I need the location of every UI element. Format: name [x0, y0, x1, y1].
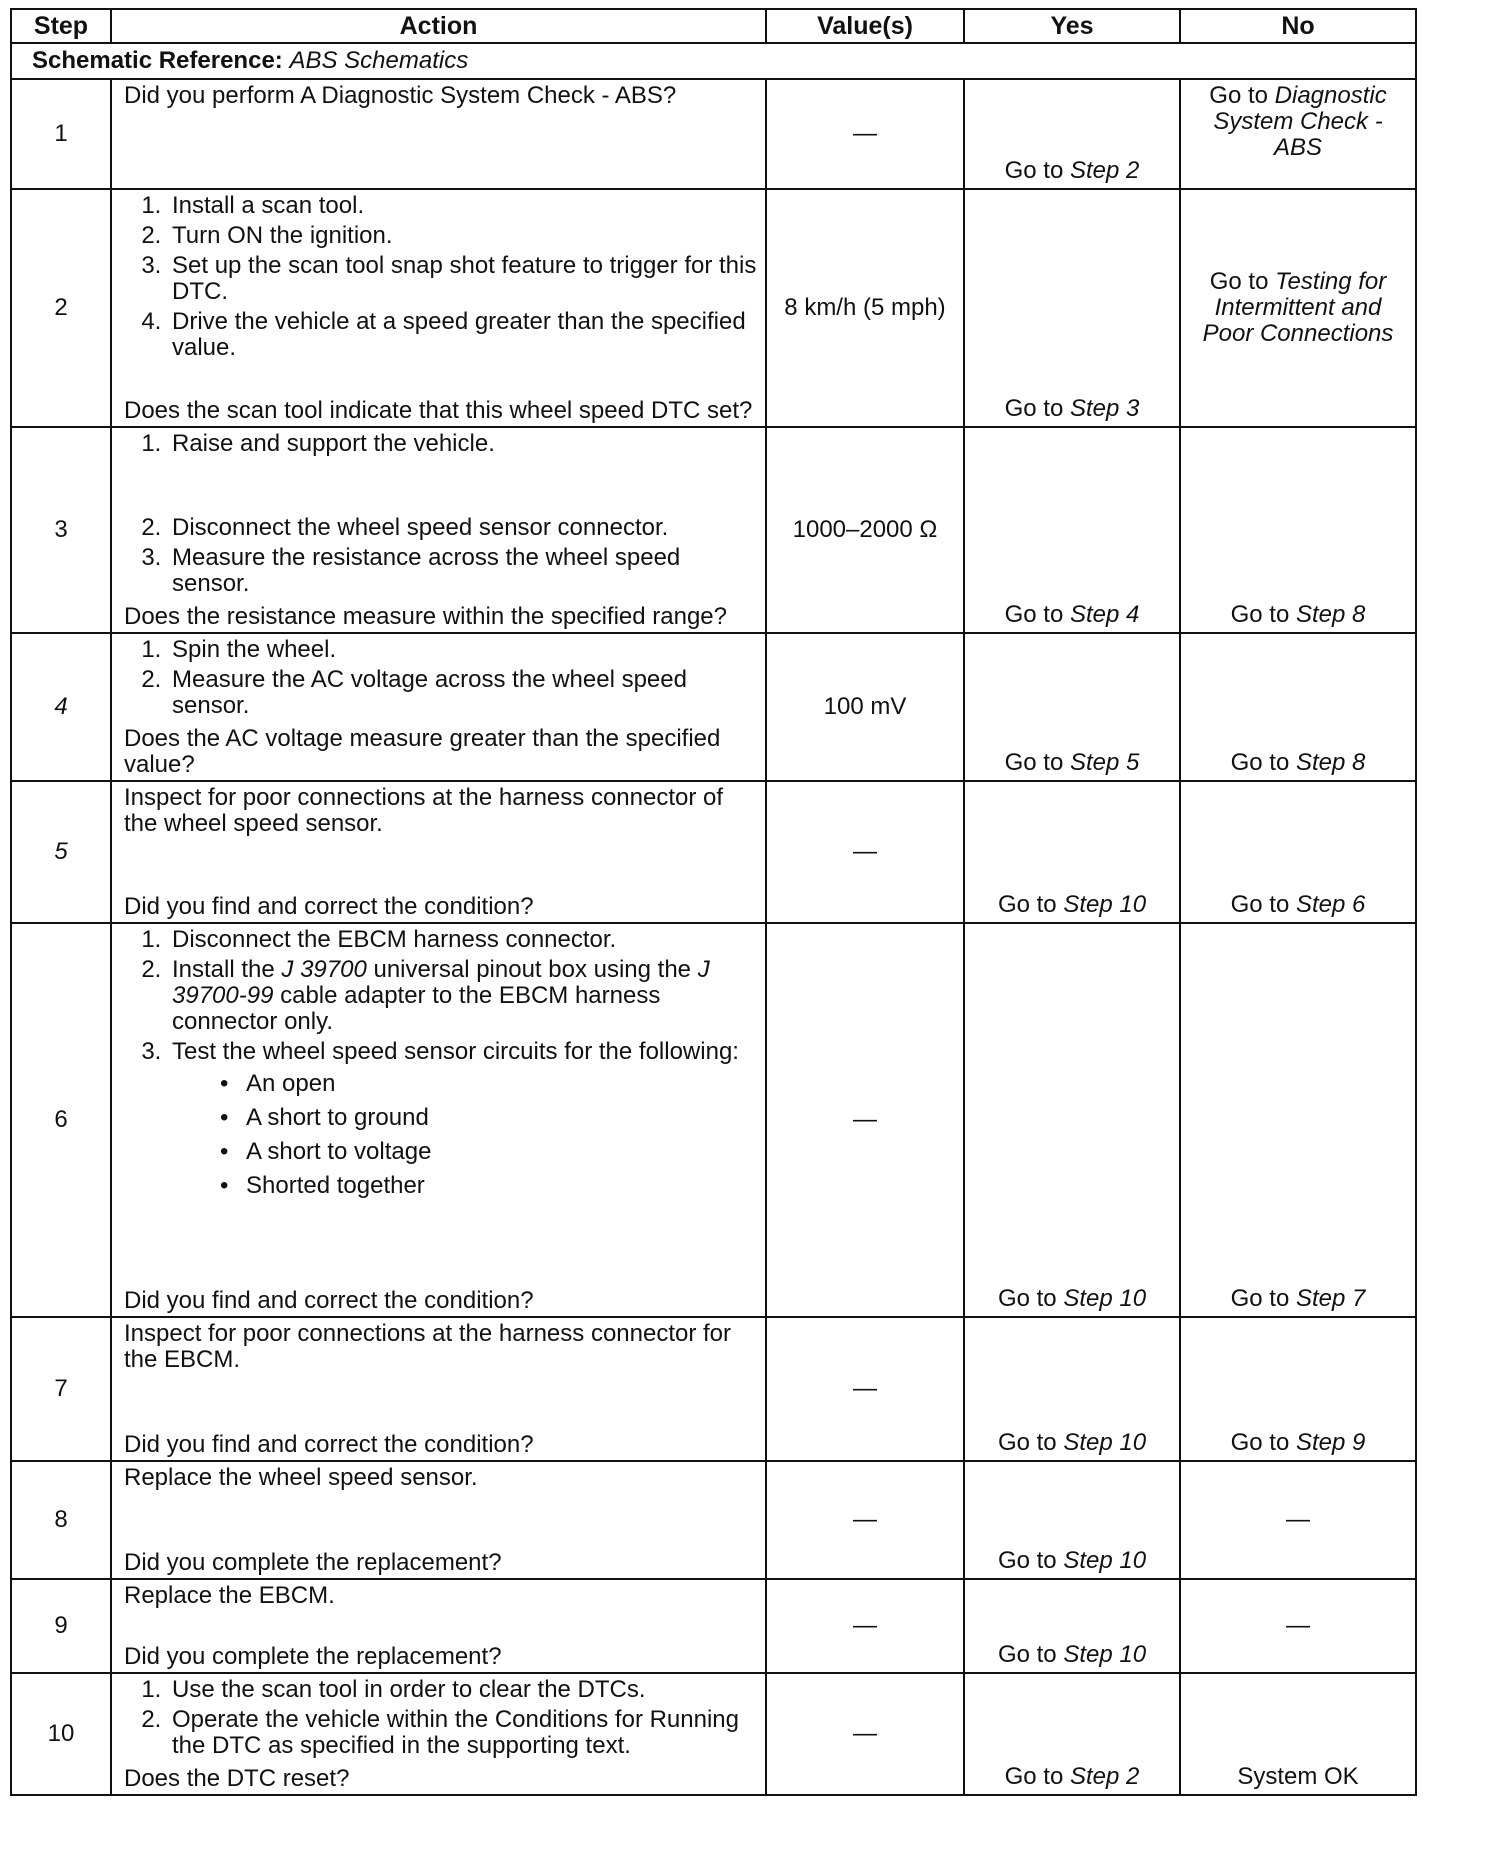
- no-cell: [1180, 1673, 1416, 1795]
- table-row: [11, 633, 1416, 781]
- yes-cell: [964, 1317, 1180, 1461]
- item-text: Install the: [172, 956, 275, 983]
- value-cell: 1000–2000 Ω: [766, 427, 964, 633]
- yes-step-link[interactable]: Step 4: [1069, 601, 1140, 628]
- bullet-item: • Shorted together: [242, 1173, 757, 1199]
- table-row: [11, 79, 1416, 189]
- schematic-reference-row: [11, 43, 1416, 79]
- list-item: [168, 957, 757, 1035]
- list-item: 2. Disconnect the wheel speed sensor connector.: [168, 515, 757, 541]
- action-question: Does the AC voltage measure greater than the specified value?: [124, 725, 721, 778]
- goto-text: Go to: [1004, 1763, 1064, 1790]
- yes-cell: [964, 1579, 1180, 1673]
- goto-text: Go to: [1004, 157, 1064, 184]
- yes-step-link[interactable]: Step 10: [1063, 1285, 1147, 1312]
- adapter-name: J 39700-99: [172, 956, 710, 1009]
- goto-text: Go to: [997, 1641, 1057, 1668]
- action-list: [112, 193, 757, 361]
- step-number: 10: [11, 1673, 111, 1795]
- yes-cell: [964, 79, 1180, 189]
- action-question: Does the resistance measure within the specified range?: [124, 603, 727, 630]
- action-cell: [111, 79, 766, 189]
- action-text: Did you perform A Diagnostic System Check - ABS?: [124, 82, 677, 109]
- no-cell: [1180, 1461, 1416, 1579]
- no-goto-text: Go to: [1209, 82, 1268, 109]
- action-question: Does the DTC reset?: [124, 1765, 350, 1792]
- no-goto-text: Go to: [1230, 891, 1290, 918]
- goto-text: Go to: [997, 1285, 1057, 1312]
- table-row: [11, 1317, 1416, 1461]
- goto-text: Go to: [997, 1547, 1057, 1574]
- list-item: [168, 1039, 757, 1199]
- no-step-link[interactable]: Step 8: [1295, 601, 1366, 628]
- step-number: 5: [11, 781, 111, 923]
- no-link[interactable]: Diagnostic System Check - ABS: [1213, 82, 1387, 161]
- yes-step-link[interactable]: Step 2: [1069, 1763, 1140, 1790]
- yes-cell: [964, 427, 1180, 633]
- yes-cell: [964, 1673, 1180, 1795]
- list-item: 3. Set up the scan tool snap shot feature to trigger for this DTC.: [168, 253, 757, 305]
- yes-cell: [964, 923, 1180, 1317]
- bullet-item: • A short to ground: [242, 1105, 757, 1131]
- no-cell: [1180, 1579, 1416, 1673]
- no-cell: [1180, 633, 1416, 781]
- yes-step-link[interactable]: Step 10: [1063, 891, 1147, 918]
- list-item: 4. Drive the vehicle at a speed greater than the specified value.: [168, 309, 757, 361]
- list-item: 1. Use the scan tool in order to clear the DTCs.: [168, 1677, 757, 1703]
- no-step-link[interactable]: Step 7: [1295, 1285, 1366, 1312]
- no-goto-text: Go to: [1209, 268, 1269, 295]
- action-text: Inspect for poor connections at the harness connector for the EBCM.: [124, 1320, 732, 1373]
- table-row: [11, 923, 1416, 1317]
- action-question: Did you complete the replacement?: [124, 1549, 502, 1576]
- item-text: universal pinout box using the: [373, 956, 692, 983]
- action-list: [112, 637, 757, 719]
- no-goto-text: Go to: [1230, 749, 1290, 776]
- no-step-link[interactable]: Step 9: [1295, 1429, 1366, 1456]
- action-cell: [111, 923, 766, 1317]
- bullet-list: [172, 1071, 757, 1199]
- step-number: 9: [11, 1579, 111, 1673]
- table-row: [11, 1461, 1416, 1579]
- action-question: Does the scan tool indicate that this wheel speed DTC set?: [124, 397, 753, 424]
- action-cell: [111, 1673, 766, 1795]
- value-cell: 100 mV: [766, 633, 964, 781]
- no-link[interactable]: Testing for Intermittent and Poor Connections: [1202, 268, 1394, 347]
- value-cell: —: [766, 1461, 964, 1579]
- schematic-reference: [11, 43, 1416, 79]
- step-number: 4: [11, 633, 111, 781]
- value-cell: —: [766, 1317, 964, 1461]
- no-cell: [1180, 1317, 1416, 1461]
- tool-name: J 39700: [281, 956, 367, 983]
- step-number: 2: [11, 189, 111, 427]
- list-item: 1. Raise and support the vehicle.: [168, 431, 757, 457]
- yes-step-link[interactable]: Step 2: [1069, 157, 1140, 184]
- header-yes: Yes: [964, 9, 1180, 43]
- table-row: [11, 427, 1416, 633]
- step-number: 8: [11, 1461, 111, 1579]
- table-row: [11, 1579, 1416, 1673]
- step-number: 1: [11, 79, 111, 189]
- item-text: Test the wheel speed sensor circuits for the following:: [172, 1038, 739, 1065]
- bullet-item: • A short to voltage: [242, 1139, 757, 1165]
- list-item: 1. Spin the wheel.: [168, 637, 757, 663]
- action-text: Replace the wheel speed sensor.: [124, 1464, 478, 1491]
- table-row: [11, 189, 1416, 427]
- action-question: Did you complete the replacement?: [124, 1643, 502, 1670]
- diagnostic-table: [10, 8, 1417, 1796]
- no-goto-text: Go to: [1230, 1285, 1290, 1312]
- list-item: 1. Disconnect the EBCM harness connector.: [168, 927, 757, 953]
- no-cell: [1180, 781, 1416, 923]
- no-value: —: [1286, 1612, 1310, 1639]
- header-no: No: [1180, 9, 1416, 43]
- action-question: Did you find and correct the condition?: [124, 893, 534, 920]
- goto-text: Go to: [997, 1429, 1057, 1456]
- action-cell: [111, 1317, 766, 1461]
- no-cell: [1180, 189, 1416, 427]
- list-item: 3. Measure the resistance across the wheel speed sensor.: [168, 545, 757, 597]
- action-cell: [111, 427, 766, 633]
- item-text: cable adapter to the EBCM harness connector only.: [172, 982, 661, 1035]
- yes-step-link[interactable]: Step 10: [1063, 1547, 1147, 1574]
- yes-cell: [964, 189, 1180, 427]
- header-action: Action: [111, 9, 766, 43]
- yes-step-link[interactable]: Step 3: [1069, 395, 1140, 422]
- value-cell: —: [766, 1673, 964, 1795]
- step-number: 7: [11, 1317, 111, 1461]
- step-number: 6: [11, 923, 111, 1317]
- goto-text: Go to: [1004, 395, 1064, 422]
- yes-step-link[interactable]: Step 10: [1063, 1641, 1147, 1668]
- action-list: [112, 927, 757, 1199]
- step-number: 3: [11, 427, 111, 633]
- action-cell: [111, 1461, 766, 1579]
- list-item: 2. Measure the AC voltage across the wheel speed sensor.: [168, 667, 757, 719]
- goto-text: Go to: [1004, 601, 1064, 628]
- action-cell: [111, 189, 766, 427]
- value-cell: —: [766, 781, 964, 923]
- no-step-link[interactable]: Step 8: [1295, 749, 1366, 776]
- action-cell: [111, 633, 766, 781]
- yes-step-link[interactable]: Step 5: [1069, 749, 1140, 776]
- no-cell: [1180, 923, 1416, 1317]
- no-cell: [1180, 79, 1416, 189]
- no-value: —: [1286, 1506, 1310, 1533]
- action-cell: [111, 1579, 766, 1673]
- action-question: Did you find and correct the condition?: [124, 1431, 534, 1458]
- list-item: 2. Turn ON the ignition.: [168, 223, 757, 249]
- no-step-link[interactable]: Step 6: [1295, 891, 1366, 918]
- action-text: Replace the EBCM.: [124, 1582, 335, 1609]
- schematic-reference-link[interactable]: ABS Schematics: [289, 47, 469, 74]
- action-list: [112, 431, 757, 597]
- value-cell: —: [766, 923, 964, 1317]
- value-cell: —: [766, 79, 964, 189]
- list-spacer: [168, 461, 757, 511]
- header-values: Value(s): [766, 9, 964, 43]
- action-cell: [111, 781, 766, 923]
- header-row: [11, 9, 1416, 43]
- no-cell: [1180, 427, 1416, 633]
- no-goto-text: Go to: [1230, 601, 1290, 628]
- yes-step-link[interactable]: Step 10: [1063, 1429, 1147, 1456]
- header-step: Step: [11, 9, 111, 43]
- bullet-item: • An open: [242, 1071, 757, 1097]
- yes-cell: [964, 1461, 1180, 1579]
- list-item: 1. Install a scan tool.: [168, 193, 757, 219]
- table-row: [11, 781, 1416, 923]
- table-row: [11, 1673, 1416, 1795]
- yes-cell: [964, 633, 1180, 781]
- goto-text: Go to: [1004, 749, 1064, 776]
- action-question: Did you find and correct the condition?: [124, 1287, 534, 1314]
- goto-text: Go to: [997, 891, 1057, 918]
- schematic-reference-label: Schematic Reference:: [32, 47, 283, 74]
- value-cell: —: [766, 1579, 964, 1673]
- value-cell: 8 km/h (5 mph): [766, 189, 964, 427]
- diagnostic-table-container: [10, 8, 1415, 1796]
- action-text: Inspect for poor connections at the harness connector of the wheel speed sensor.: [124, 784, 724, 837]
- yes-cell: [964, 781, 1180, 923]
- list-item: 2. Operate the vehicle within the Conditions for Running the DTC as specified in the supporting text.: [168, 1707, 757, 1759]
- action-list: [112, 1677, 757, 1759]
- no-value: System OK: [1237, 1763, 1359, 1790]
- no-goto-text: Go to: [1230, 1429, 1290, 1456]
